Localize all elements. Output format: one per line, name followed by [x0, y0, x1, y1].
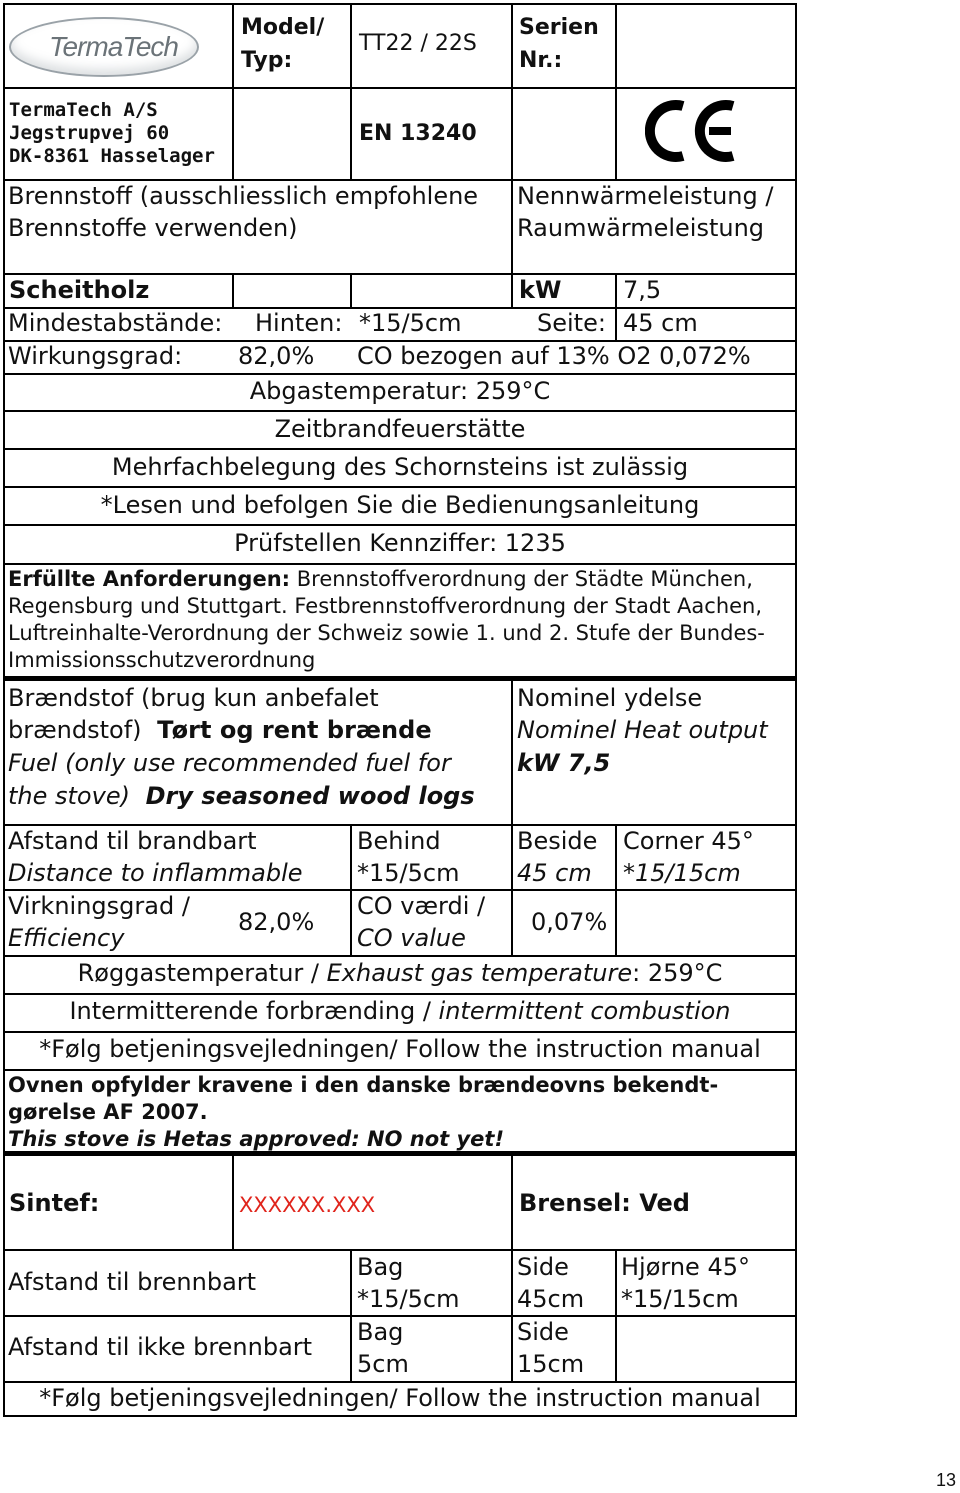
approval-da: Ovnen opfylder kravene i den danske brændeovns bekendt- gørelse AF 2007. This stove is Hetas approved: NO not yet!: [8, 1073, 719, 1151]
fuel-no: Brensel: Ved: [519, 1189, 690, 1217]
noncombustible-label-no: Afstand til ikke brennbart: [8, 1333, 313, 1361]
beside-label-en: Beside: [517, 827, 598, 855]
fuel-label-de-1: Brennstoff (ausschliesslich empfohlene: [8, 182, 479, 210]
output-label-en: Nominel Heat output: [517, 716, 768, 744]
border-bottom: [3, 1415, 797, 1417]
bag-value-no: *15/5cm: [357, 1285, 460, 1313]
behind-label-de: Hinten:: [255, 309, 343, 337]
co-label-da: CO værdi /: [357, 892, 486, 920]
co-label-en: CO value: [357, 924, 466, 952]
logo-text: TermaTech: [49, 31, 179, 62]
fuel-value-de: Scheitholz: [9, 276, 150, 304]
output-label-da: Nominel ydelse: [517, 684, 703, 712]
sintef-value: XXXXXX.XXX: [239, 1193, 376, 1217]
fuel-label-en-1: Fuel (only use recommended fuel for: [8, 749, 451, 777]
bag-label-no: Bag: [357, 1253, 404, 1281]
exhaust-de: Abgastemperatur: 259°C: [249, 377, 551, 405]
manual-de: *Lesen und befolgen Sie die Bedienungsanleitung: [100, 491, 700, 519]
corner-label-en: Corner 45°: [623, 827, 754, 855]
output-value: kW 7,5: [517, 749, 611, 777]
model-label: Model/: [241, 15, 325, 40]
manufacturer-address: TermaTech A/S Jegstrupvej 60 DK-8361 Hasselager: [9, 99, 215, 167]
beside-value-en: 45 cm: [517, 859, 592, 887]
type-label: Typ:: [241, 48, 293, 73]
kw-label-de: kW: [519, 276, 562, 304]
exhaust-da: Røggastemperatur / Exhaust gas temperature: 259°C: [77, 959, 723, 987]
side-value-de: 45 cm: [623, 309, 698, 337]
efficiency-label-en: Efficiency: [8, 924, 125, 952]
behind-label-en: Behind: [357, 827, 441, 855]
section-divider-1: [3, 676, 797, 681]
standard: EN 13240: [359, 121, 477, 146]
border-left: [3, 3, 5, 1417]
chimney-de: Mehrfachbelegung des Schornsteins ist zulässig: [111, 453, 689, 481]
termatech-logo: [9, 13, 199, 83]
distance-label-da: Afstand til brandbart: [8, 827, 257, 855]
behind-value-en: *15/5cm: [357, 859, 460, 887]
output-label-de-2: Raumwärmeleistung: [517, 214, 765, 242]
sintef-label: Sintef:: [9, 1189, 100, 1217]
efficiency-value-da: 82,0%: [238, 908, 315, 936]
behind-value-de: *15/5cm: [359, 309, 462, 337]
side-label-no: Side: [517, 1253, 569, 1281]
kw-value-de: 7,5: [623, 276, 662, 304]
requirements-de: Erfüllte Anforderungen: Brennstoffverordnung der Städte München, Regensburg und Stuttgart. Festbrennstoffverordnung der Stadt Aachen, Luftreinhalte-Verordnung der Schweiz sowie 1. und 2. Stufe der Bundes- Immissionsschutzverordnung: [8, 567, 765, 672]
hetas-statement: This stove is Hetas approved: NO not yet!: [8, 1127, 505, 1151]
manual-da: *Følg betjeningsvejledningen/ Follow the instruction manual: [39, 1035, 761, 1063]
ce-mark-icon: [645, 98, 741, 164]
fireplace-type-de: Zeitbrandfeuerstätte: [274, 415, 526, 443]
side-label-de: Seite:: [537, 309, 606, 337]
corner-label-no: Hjørne 45°: [621, 1253, 750, 1281]
side2-value-no: 15cm: [517, 1350, 585, 1378]
output-label-de-1: Nennwärmeleistung /: [517, 182, 774, 210]
fuel-label-en-2: the stove) Dry seasoned wood logs: [8, 782, 475, 810]
combustion-da: Intermitterende forbrænding / intermittent combustion: [69, 997, 731, 1025]
serial-label-nr: Nr.:: [519, 48, 563, 73]
co-text-de: CO bezogen auf 13% O2 0,072%: [357, 342, 751, 370]
efficiency-label-da: Virkningsgrad /: [8, 892, 190, 920]
bag2-label-no: Bag: [357, 1318, 404, 1346]
efficiency-label-de: Wirkungsgrad:: [8, 342, 183, 370]
fuel-label-da-2: brændstof) Tørt og rent brænde: [8, 716, 432, 744]
side-value-no: 45cm: [517, 1285, 585, 1313]
test-center-de: Prüfstellen Kennziffer: 1235: [234, 529, 566, 557]
fuel-label-da-1: Brændstof (brug kun anbefalet: [8, 684, 379, 712]
fuel-label-de-2: Brennstoffe verwenden): [8, 214, 298, 242]
distance-label-en: Distance to inflammable: [8, 859, 303, 887]
distance-label-de: Mindestabstände:: [8, 309, 223, 337]
rating-plate: [3, 3, 797, 1417]
side2-label-no: Side: [517, 1318, 569, 1346]
co-value-da: 0,07%: [531, 908, 608, 936]
combustible-label-no: Afstand til brennbart: [8, 1268, 257, 1296]
corner-value-en: *15/15cm: [623, 859, 741, 887]
corner-value-no: *15/15cm: [621, 1285, 739, 1313]
serial-label: Serien: [519, 15, 599, 40]
border-right: [795, 3, 797, 1417]
bag2-value-no: 5cm: [357, 1350, 409, 1378]
efficiency-value-de: 82,0%: [238, 342, 315, 370]
page-number: 13: [935, 1470, 956, 1490]
border-top: [3, 3, 797, 5]
manual-no: *Følg betjeningsvejledningen/ Follow the instruction manual: [39, 1384, 761, 1412]
model-value: TT22 / 22S: [359, 31, 477, 56]
